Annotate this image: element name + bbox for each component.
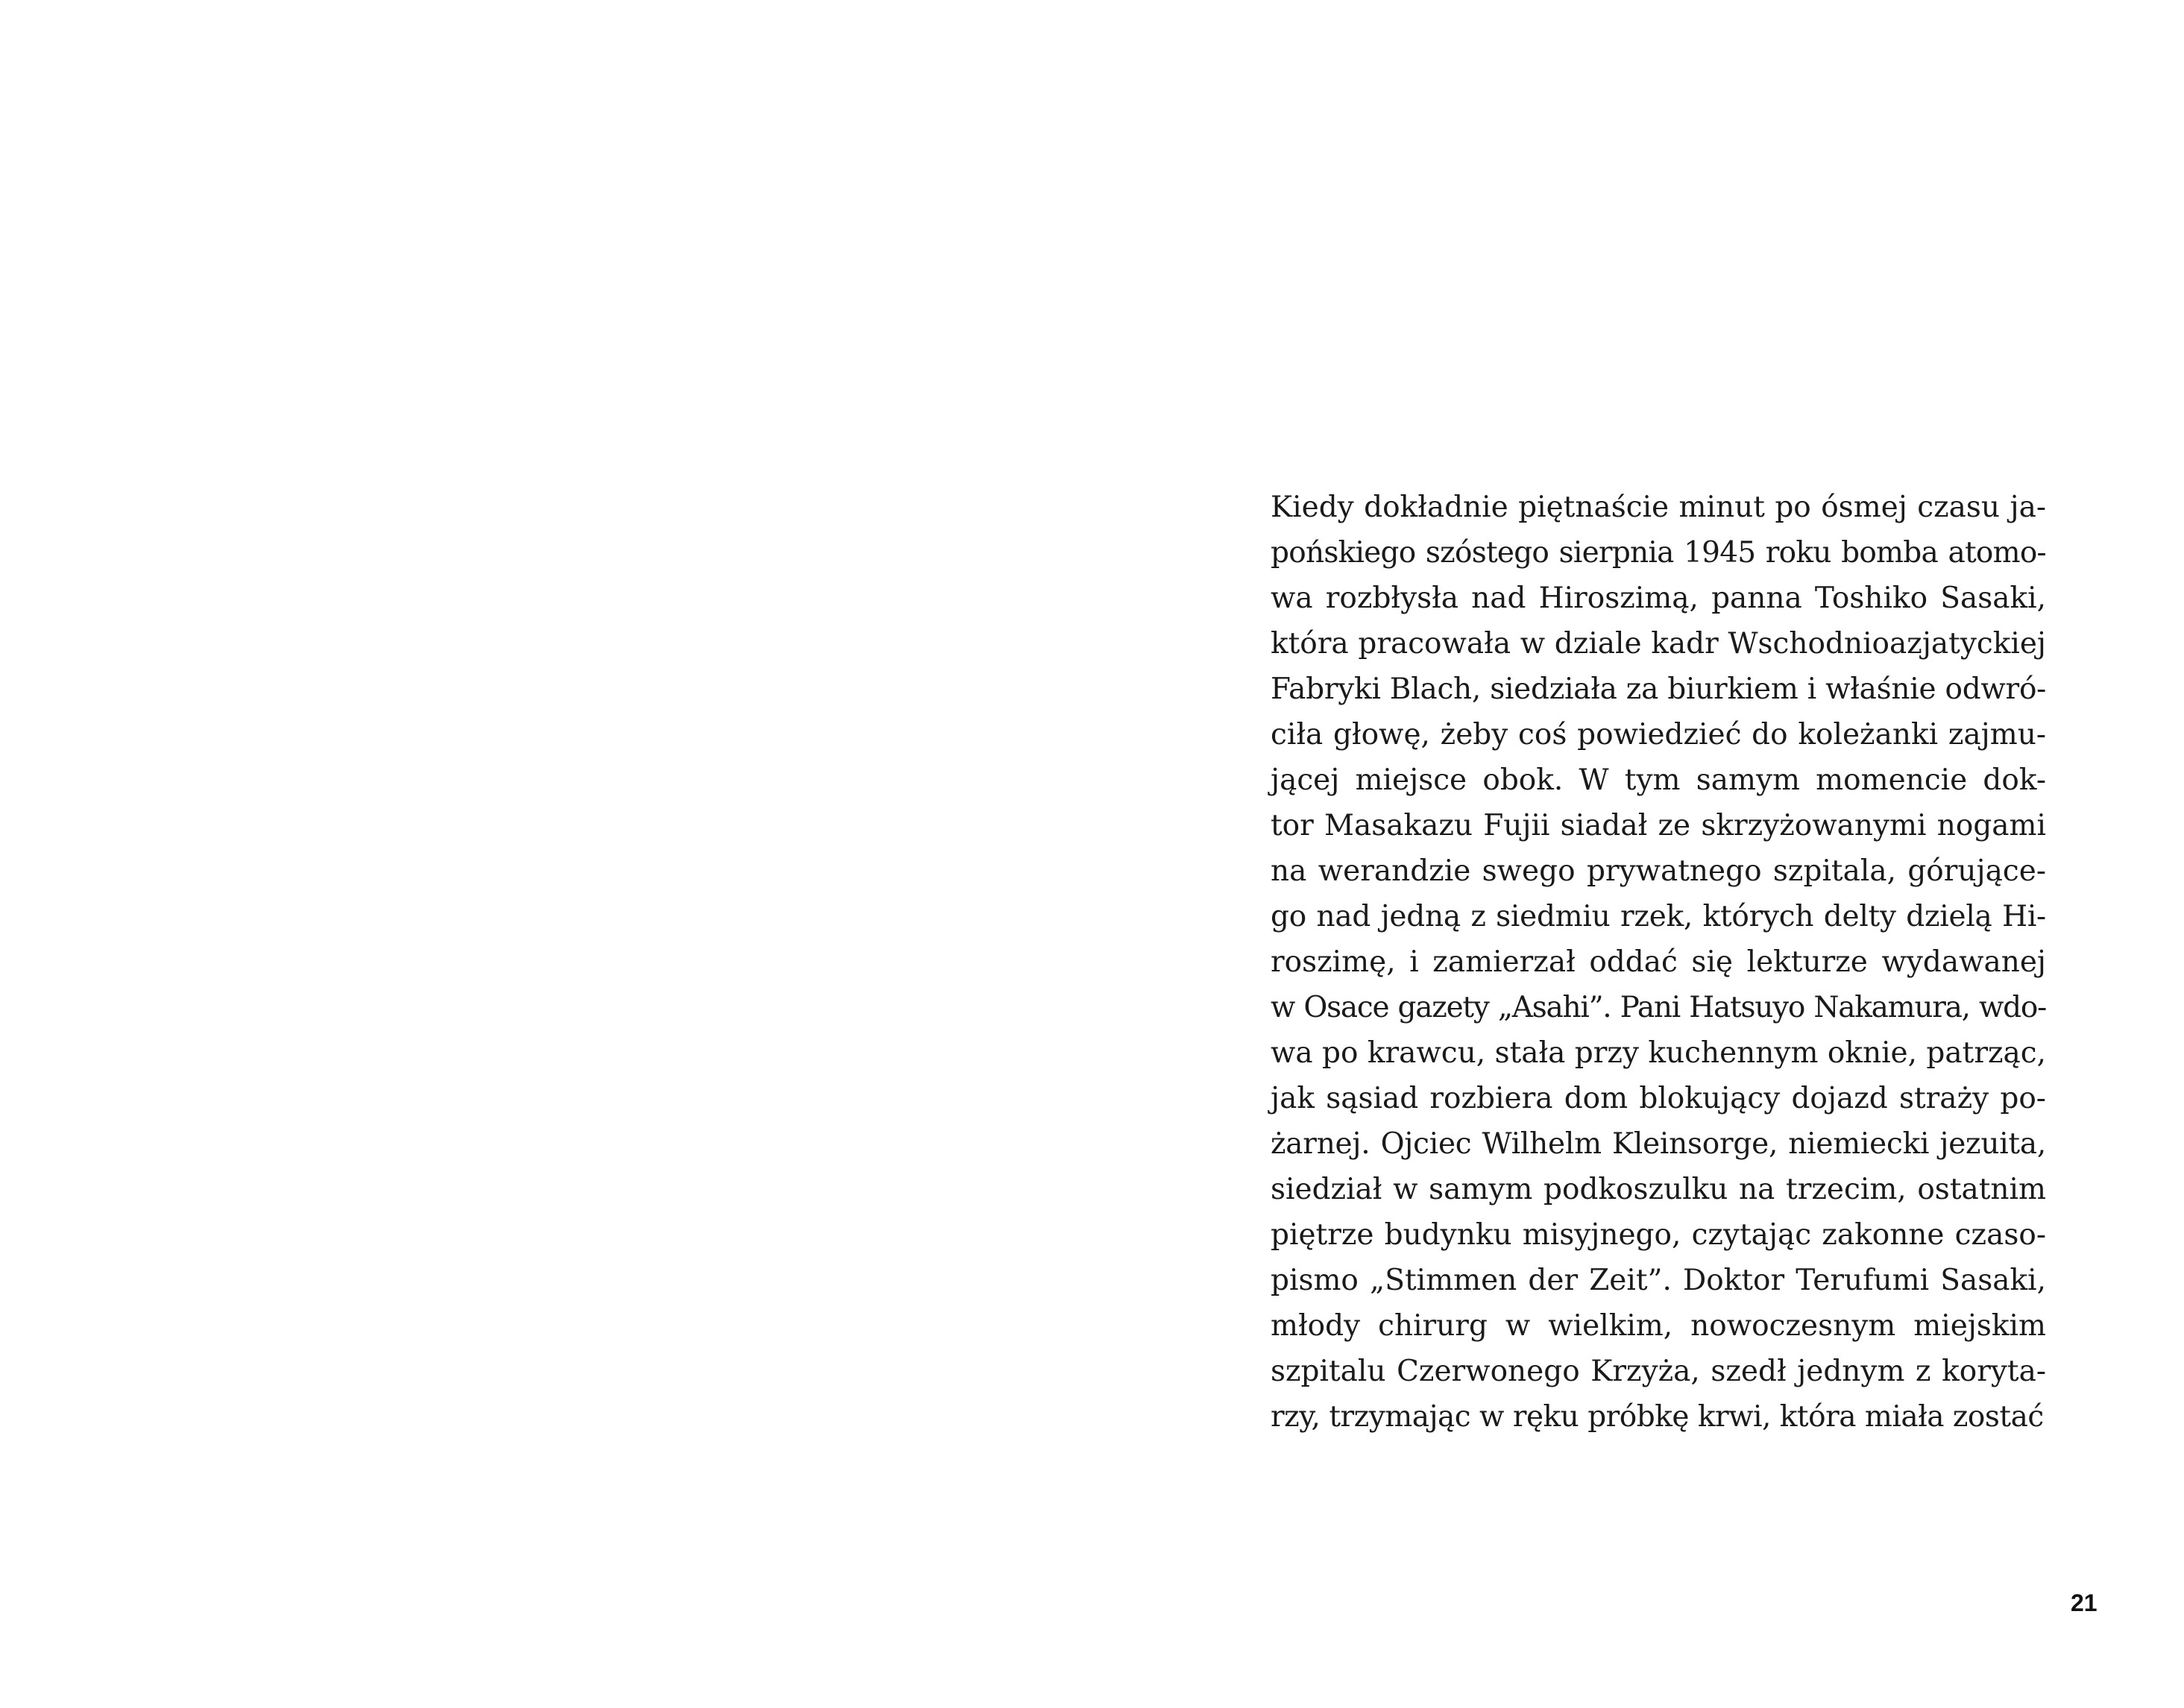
- text-line: w Osace gazety „Asahi”. Pani Hatsuyo Nakamura, wdo-: [1271, 991, 2046, 1024]
- text-line: na werandzie swego prywatnego szpitala, górujące-: [1271, 854, 2046, 888]
- text-line: która pracowała w dziale kadr Wschodnioazjatyckiej: [1271, 627, 2046, 661]
- text-line: Kiedy dokładnie piętnaście minut po ósmej czasu ja-: [1271, 491, 2046, 524]
- text-line: żarnej. Ojciec Wilhelm Kleinsorge, niemiecki jezuita,: [1271, 1127, 2046, 1161]
- text-line: młody chirurg w wielkim, nowoczesnym miejskim: [1271, 1309, 2046, 1343]
- text-line: wa rozbłysła nad Hiroszimą, panna Toshiko Sasaki,: [1271, 582, 2046, 615]
- body-text: [1271, 485, 2046, 1440]
- text-line: roszimę, i zamierzał oddać się lekturze wydawanej: [1271, 945, 2046, 979]
- text-line: tor Masakazu Fujii siadał ze skrzyżowanymi nogami: [1271, 809, 2046, 842]
- text-line: wa po krawcu, stała przy kuchennym oknie, patrząc,: [1271, 1036, 2046, 1070]
- text-line: jak sąsiad rozbiera dom blokujący dojazd straży po-: [1271, 1082, 2046, 1115]
- text-line: go nad jedną z siedmiu rzek, których delty dzielą Hi-: [1271, 900, 2046, 933]
- text-line: rzy, trzymając w ręku próbkę krwi, która miała zostać: [1271, 1400, 2044, 1434]
- text-line: szpitalu Czerwonego Krzyża, szedł jednym z koryta-: [1271, 1355, 2046, 1388]
- text-line: pismo „Stimmen der Zeit”. Doktor Terufumi Sasaki,: [1271, 1264, 2046, 1297]
- text-line: Fabryki Blach, siedziała za biurkiem i właśnie odwró-: [1271, 672, 2047, 706]
- right-page: [1092, 0, 2184, 1708]
- text-line: ciła głowę, żeby coś powiedzieć do koleżanki zajmu-: [1271, 718, 2046, 751]
- text-line: jącej miejsce obok. W tym samym momencie dok-: [1271, 763, 2046, 797]
- page-number: 21: [2071, 1589, 2098, 1616]
- text-line: pońskiego szóstego sierpnia 1945 roku bomba atomo-: [1271, 536, 2046, 570]
- text-line: piętrze budynku misyjnego, czytając zakonne czaso-: [1271, 1218, 2046, 1252]
- text-line: siedział w samym podkoszulku na trzecim, ostatnim: [1271, 1173, 2046, 1206]
